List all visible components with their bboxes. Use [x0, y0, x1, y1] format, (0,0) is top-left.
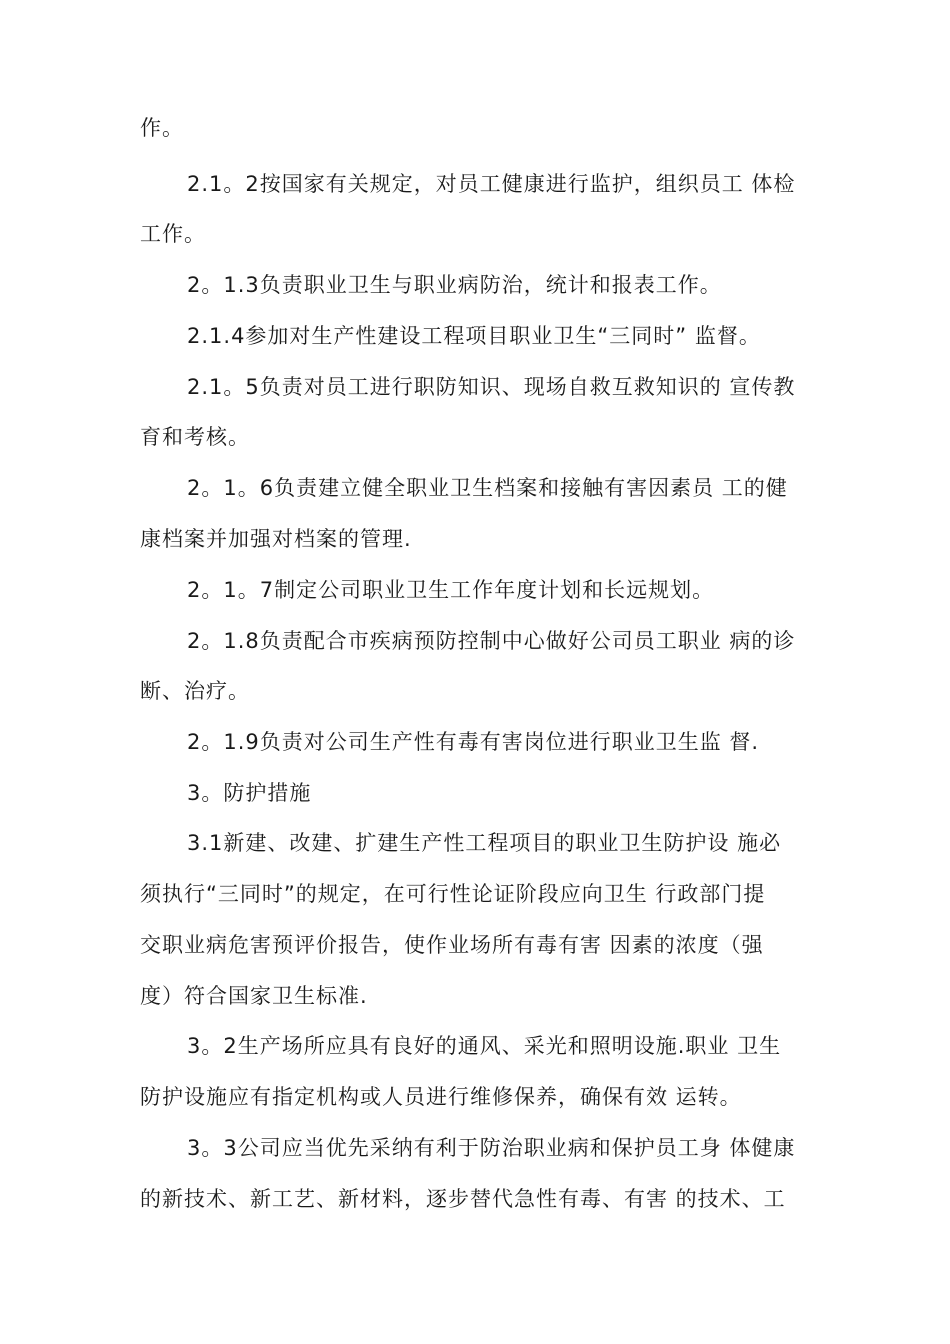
text-line: 2。1。7制定公司职业卫生工作年度计划和长远规划。 — [187, 578, 715, 602]
text-line: 的新技术、新工艺、新材料，逐步替代急性有毒、有害 的技术、工 — [140, 1187, 786, 1211]
section-heading: 3。防护措施 — [187, 781, 312, 805]
text-line: 度）符合国家卫生标准. — [140, 984, 368, 1008]
text-line: 须执行“三同时”的规定，在可行性论证阶段应向卫生 行政部门提 — [140, 882, 766, 906]
text-line: 3。2生产场所应具有良好的通风、采光和照明设施.职业 卫生 — [187, 1034, 782, 1058]
text-line: 工作。 — [140, 222, 206, 246]
text-line: 交职业病危害预评价报告，使作业场所有毒有害 因素的浓度（强 — [140, 933, 764, 957]
text-line: 2。1.9负责对公司生产性有毒有害岗位进行职业卫生监 督. — [187, 730, 760, 754]
text-line: 2.1.4参加对生产性建设工程项目职业卫生“三同时” 监督。 — [187, 324, 761, 348]
text-line: 育和考核。 — [140, 425, 250, 449]
text-line: 康档案并加强对档案的管理. — [140, 527, 412, 551]
text-line: 作。 — [140, 116, 184, 140]
text-line: 2.1。5负责对员工进行职防知识、现场自救互救知识的 宣传教 — [187, 375, 796, 399]
text-line: 2。1.3负责职业卫生与职业病防治，统计和报表工作。 — [187, 273, 722, 297]
text-line: 2.1。2按国家有关规定，对员工健康进行监护，组织员工 体检 — [187, 172, 796, 196]
text-line: 2。1.8负责配合市疾病预防控制中心做好公司员工职业 病的诊 — [187, 629, 796, 653]
text-line: 3。3公司应当优先采纳有利于防治职业病和保护员工身 体健康 — [187, 1136, 796, 1160]
text-line: 断、治疗。 — [140, 679, 250, 703]
text-line: 防护设施应有指定机构或人员进行维修保养，确保有效 运转。 — [140, 1085, 742, 1109]
text-line: 3.1新建、改建、扩建生产性工程项目的职业卫生防护设 施必 — [187, 831, 782, 855]
text-line: 2。1。6负责建立健全职业卫生档案和接触有害因素员 工的健 — [187, 476, 788, 500]
